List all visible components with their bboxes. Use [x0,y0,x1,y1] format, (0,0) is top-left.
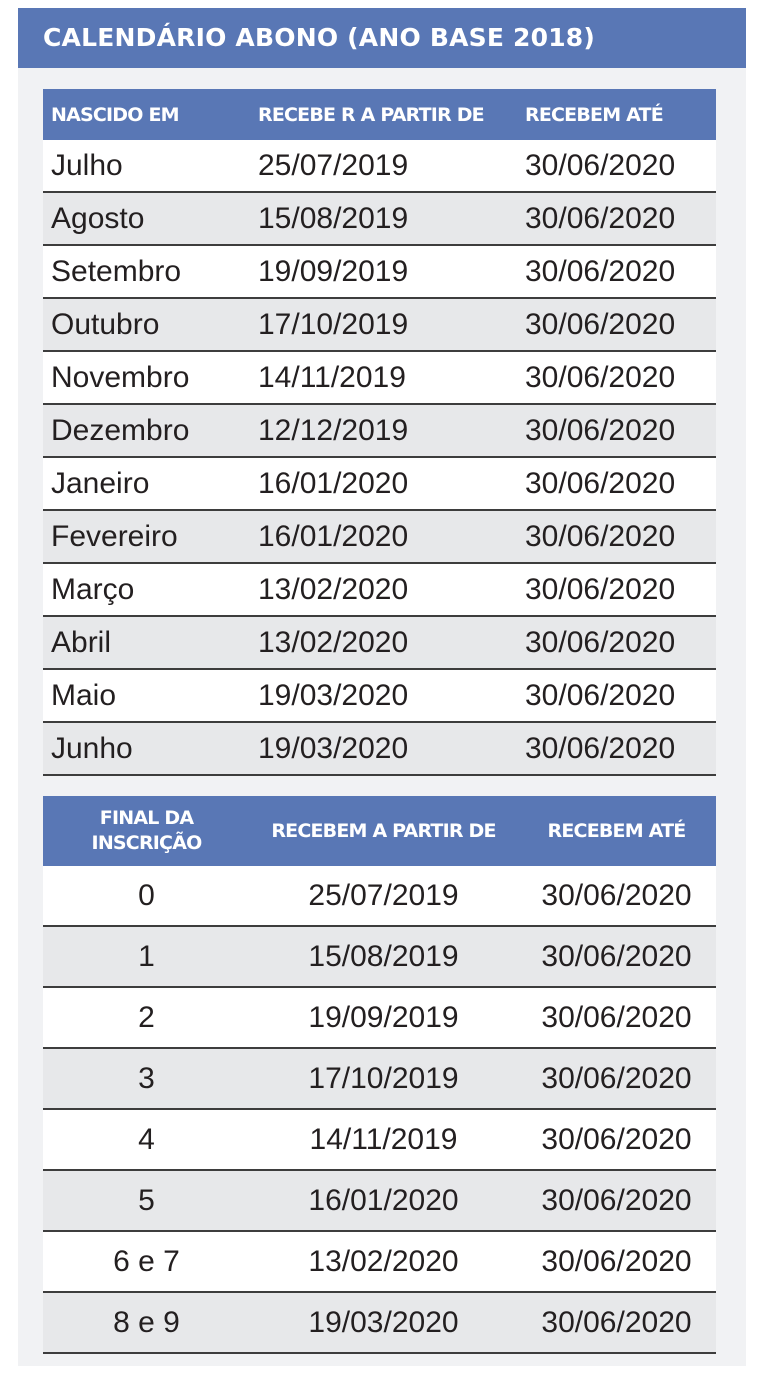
cell-period: 6 e 7 [43,1231,250,1292]
cell-start-date: 13/02/2020 [250,616,517,669]
table-row [43,563,716,616]
cell-end-date: 30/06/2020 [517,404,716,457]
table-row [43,1170,716,1231]
table-row [43,926,716,987]
cell-start-date: 13/02/2020 [250,563,517,616]
cell-end-date: 30/06/2020 [517,245,716,298]
cell-start-date: 17/10/2019 [250,1048,517,1109]
cell-start-date: 16/01/2020 [250,1170,517,1231]
cell-period: Novembro [43,351,250,404]
cell-start-date: 15/08/2019 [250,192,517,245]
cell-end-date: 30/06/2020 [517,351,716,404]
cell-period: Junho [43,722,250,775]
birth-month-table [43,89,716,776]
cell-start-date: 19/09/2019 [250,245,517,298]
cell-period: 4 [43,1109,250,1170]
cell-end-date: 30/06/2020 [517,298,716,351]
cell-start-date: 19/03/2020 [250,722,517,775]
registration-final-rows [43,866,716,1353]
table-row [43,457,716,510]
cell-start-date: 14/11/2019 [250,351,517,404]
cell-start-date: 16/01/2020 [250,457,517,510]
registration-final-table [43,796,716,1354]
cell-start-date: 16/01/2020 [250,510,517,563]
cell-end-date: 30/06/2020 [517,669,716,722]
cell-start-date: 14/11/2019 [250,1109,517,1170]
cell-end-date: 30/06/2020 [517,140,716,192]
cell-period: 2 [43,987,250,1048]
cell-end-date: 30/06/2020 [517,987,716,1048]
cell-end-date: 30/06/2020 [517,866,716,926]
cell-period: Maio [43,669,250,722]
cell-end-date: 30/06/2020 [517,1170,716,1231]
column-header-receive-from: RECEBE R A PARTIR DE [250,89,517,140]
cell-start-date: 12/12/2019 [250,404,517,457]
column-header-receive-from: RECEBEM A PARTIR DE [250,796,517,866]
cell-end-date: 30/06/2020 [517,1292,716,1353]
birth-month-rows [43,140,716,775]
cell-period: Janeiro [43,457,250,510]
table-row [43,616,716,669]
cell-end-date: 30/06/2020 [517,926,716,987]
cell-end-date: 30/06/2020 [517,722,716,775]
cell-start-date: 19/03/2020 [250,669,517,722]
cell-end-date: 30/06/2020 [517,1109,716,1170]
cell-end-date: 30/06/2020 [517,616,716,669]
table-row [43,1048,716,1109]
cell-start-date: 19/03/2020 [250,1292,517,1353]
cell-period: Setembro [43,245,250,298]
table-row [43,722,716,775]
table-row [43,298,716,351]
cell-start-date: 13/02/2020 [250,1231,517,1292]
page-title: CALENDÁRIO ABONO (ANO BASE 2018) [18,8,746,68]
cell-period: Fevereiro [43,510,250,563]
cell-period: Julho [43,140,250,192]
table-row [43,987,716,1048]
cell-period: 0 [43,866,250,926]
cell-start-date: 25/07/2019 [250,866,517,926]
column-header-receive-until: RECEBEM ATÉ [517,89,716,140]
table-row [43,1109,716,1170]
cell-end-date: 30/06/2020 [517,192,716,245]
table-row [43,140,716,192]
cell-end-date: 30/06/2020 [517,1048,716,1109]
column-header-born-in: NASCIDO EM [43,89,250,140]
column-header-registration-final: FINAL DA INSCRIÇÃO [43,796,250,866]
cell-period: Outubro [43,298,250,351]
cell-period: Março [43,563,250,616]
cell-period: 1 [43,926,250,987]
cell-end-date: 30/06/2020 [517,457,716,510]
cell-end-date: 30/06/2020 [517,510,716,563]
table-row [43,404,716,457]
cell-end-date: 30/06/2020 [517,1231,716,1292]
table-row [43,192,716,245]
table-row [43,669,716,722]
cell-start-date: 17/10/2019 [250,298,517,351]
cell-period: Agosto [43,192,250,245]
cell-start-date: 19/09/2019 [250,987,517,1048]
cell-period: 3 [43,1048,250,1109]
cell-period: 8 e 9 [43,1292,250,1353]
cell-start-date: 15/08/2019 [250,926,517,987]
table-row [43,1231,716,1292]
table-row [43,351,716,404]
cell-period: Abril [43,616,250,669]
cell-period: Dezembro [43,404,250,457]
table-row [43,245,716,298]
table-row [43,866,716,926]
cell-end-date: 30/06/2020 [517,563,716,616]
table-header-row [43,89,716,140]
cell-start-date: 25/07/2019 [250,140,517,192]
table-row [43,510,716,563]
cell-period: 5 [43,1170,250,1231]
table-header-row [43,796,716,866]
table-row [43,1292,716,1353]
column-header-receive-until: RECEBEM ATÉ [517,796,716,866]
